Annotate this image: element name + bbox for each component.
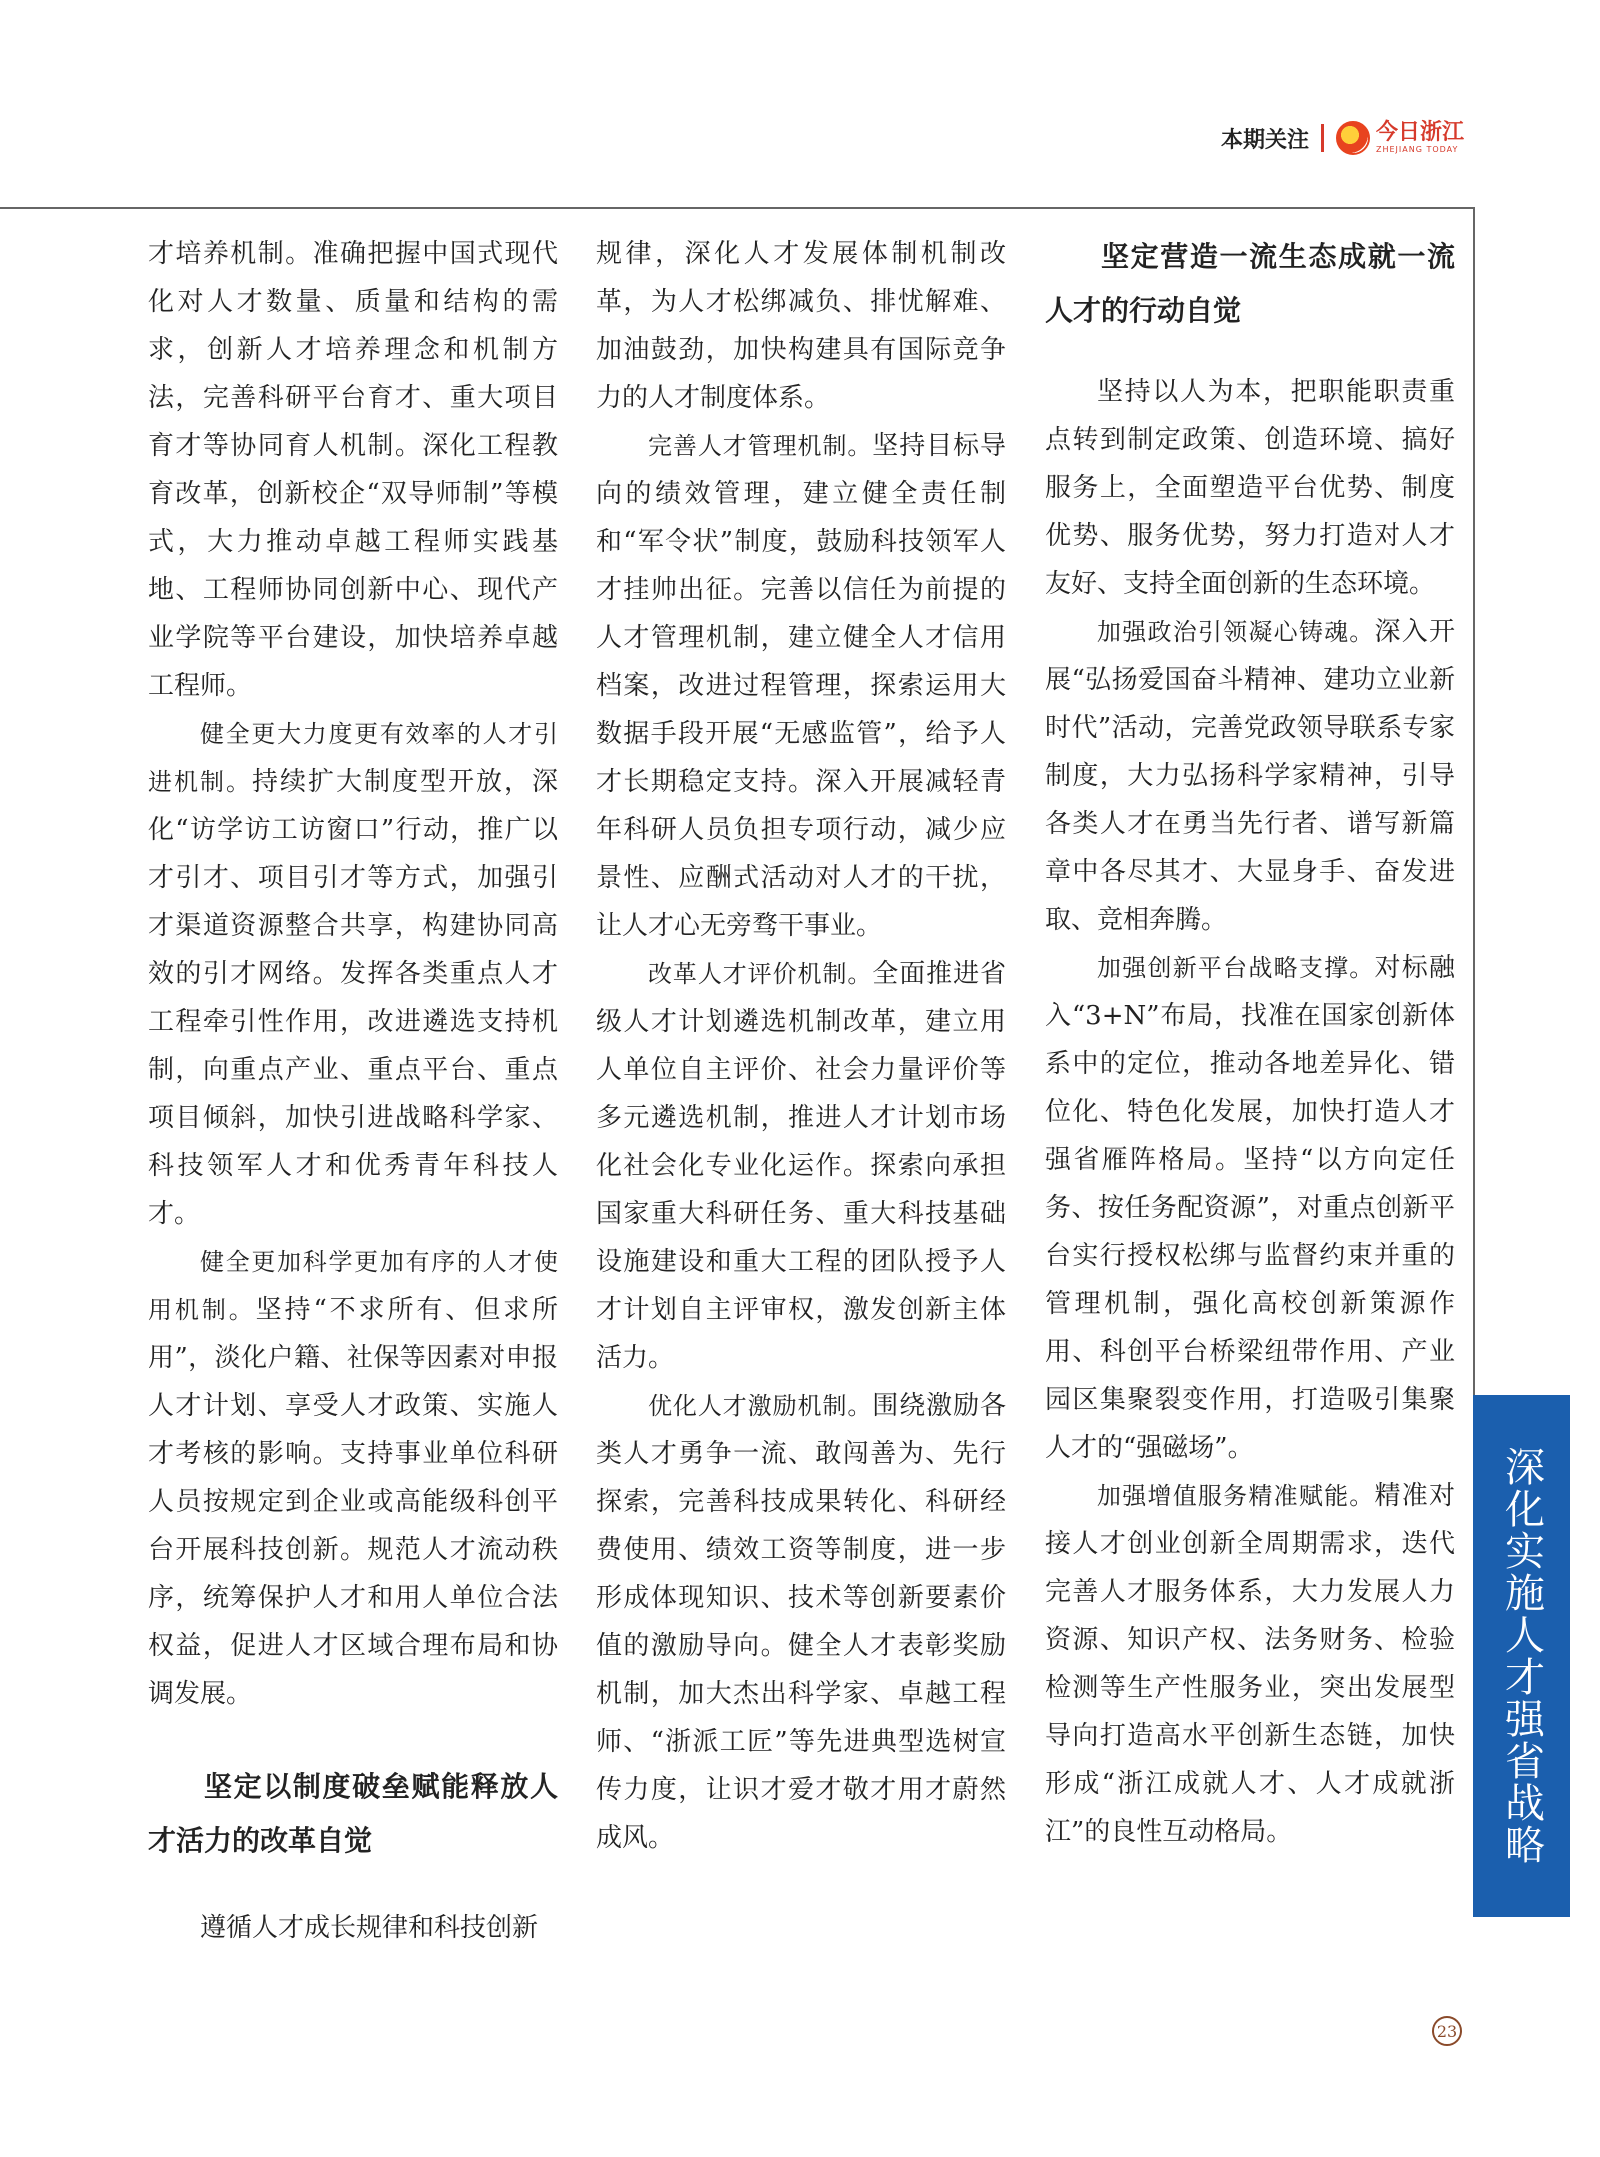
paragraph-keyword: 优化人才激励机制。: [648, 1392, 873, 1420]
paragraph-text: 全面推进省级人才计划遴选机制改革，建立用人单位自主评价、社会力量评价等多元遴选机制，推进人才计划市场化社会化专业化运作。探索向承担国家重大科研任务、重大科技基础设施建设和重大工程的团队授予人才计划自主评审权，激发创新主体活力。: [596, 959, 1006, 1373]
right-divider: [1473, 207, 1475, 1397]
paragraph-keyword: 加强创新平台战略支撑。: [1097, 954, 1375, 982]
text-column-2: [596, 230, 1006, 1862]
paragraph-text: 对标融入“3+N”布局，找准在国家创新体系中的定位，推动各地差异化、错位化、特色化发展，加快打造人才强省雁阵格局。坚持“以方向定任务、按任务配资源”，对重点创新平台实行授权松绑与监督约束并重的管理机制，强化高校创新策源作用、科创平台桥梁纽带作用、产业园区集聚裂变作用，打造吸引集聚人才的“强磁场”。: [1045, 953, 1455, 1463]
header-separator: [1321, 124, 1324, 152]
text-column-1: [148, 230, 558, 1952]
page-number: 23: [1432, 2016, 1462, 2046]
paragraph-text: 坚持“不求所有、但求所用”，淡化户籍、社保等因素对申报人才计划、享受人才政策、实施人才考核的影响。支持事业单位科研人员按规定到企业或高能级科创平台开展科技创新。规范人才流动秩序，统筹保护人才和用人单位合法权益，促进人才区域合理布局和协调发展。: [148, 1295, 559, 1709]
paragraph: [148, 1238, 558, 1718]
paragraph: [148, 710, 558, 1238]
paragraph: 规律，深化人才发展体制机制改革，为人才松绑减负、排忧解难、加油鼓劲，加快构建具有国际竞争力的人才制度体系。: [596, 239, 1006, 413]
paragraph-text: 精准对接人才创业创新全周期需求，迭代完善人才服务体系，大力发展人力资源、知识产权、法务财务、检验检测等生产性服务业，突出发展型导向打造高水平创新生态链，加快形成“浙江成就人才、人才成就浙江”的良性互动格局。: [1045, 1481, 1455, 1847]
paragraph: [596, 950, 1006, 1382]
section-label: 本期关注: [1220, 127, 1309, 153]
paragraph-text: 深入开展“弘扬爱国奋斗精神、建功立业新时代”活动，完善党政领导联系专家制度，大力弘扬科学家精神，引导各类人才在勇当先行者、谱写新篇章中各尽其才、大显身手、奋发进取、竞相奔腾。: [1045, 617, 1455, 935]
brand-name-en: ZHEJIANG TODAY: [1375, 145, 1459, 154]
paragraph-text: 围绕激励各类人才勇争一流、敢闯善为、先行探索，完善科技成果转化、科研经费使用、绩效工资等制度，进一步形成体现知识、技术等创新要素价值的激励导向。健全人才表彰奖励机制，加大杰出科学家、卓越工程师、“浙派工匠”等先进典型选树宣传力度，让识才爱才敬才用才蔚然成风。: [596, 1391, 1006, 1853]
paragraph: 遵循人才成长规律和科技创新: [200, 1913, 539, 1943]
paragraph: [596, 1382, 1006, 1862]
paragraph: [1045, 608, 1455, 944]
paragraph-keyword: 加强增值服务精准赋能。: [1097, 1482, 1375, 1510]
section-heading: 坚定营造一流生态成就一流人才的行动自觉: [1045, 240, 1455, 327]
text-column-3: [1045, 230, 1455, 1856]
paragraph: 才培养机制。准确把握中国式现代化对人才数量、质量和结构的需求，创新人才培养理念和机制方法，完善科研平台育才、重大项目育才等协同育人机制。深化工程教育改革，创新校企“双导师制”等模式，大力推动卓越工程师实践基地、工程师协同创新中心、现代产业学院等平台建设，加快培养卓越工程师。: [148, 239, 558, 701]
paragraph-keyword: 改革人才评价机制。: [648, 960, 873, 988]
brand-name-cn: 今日浙江: [1375, 120, 1464, 145]
sun-logo-icon: [1336, 121, 1370, 155]
paragraph-text: 持续扩大制度型开放，深化“访学访工访窗口”行动，推广以才引才、项目引才等方式，加强引才渠道资源整合共享，构建协同高效的引才网络。发挥各类重点人才工程牵引性作用，改进遴选支持机制，向重点产业、重点平台、重点项目倾斜，加快引进战略科学家、科技领军人才和优秀青年科技人才。: [148, 767, 558, 1229]
paragraph-keyword: 健全更加科学更加有序的人才使用机制。: [148, 1248, 558, 1324]
top-divider: [0, 207, 1475, 209]
paragraph-keyword: 加强政治引领凝心铸魂。: [1097, 618, 1375, 646]
page-header: [1221, 116, 1464, 160]
brand-logo: [1336, 121, 1464, 155]
brand-text: [1376, 122, 1464, 154]
paragraph: [1045, 944, 1455, 1472]
section-heading: 坚定以制度破垒赋能释放人才活力的改革自觉: [148, 1770, 558, 1857]
paragraph: [596, 422, 1006, 950]
side-tab-title: 深化实施人才强省战略: [1498, 1446, 1545, 1866]
paragraph: [1045, 1472, 1455, 1856]
paragraph: 坚持以人为本，把职能职责重点转到制定政策、创造环境、搞好服务上，全面塑造平台优势、制度优势、服务优势，努力打造对人才友好、支持全面创新的生态环境。: [1045, 377, 1455, 599]
paragraph-keyword: 完善人才管理机制。: [648, 432, 873, 460]
side-section-tab: [1473, 1395, 1570, 1917]
paragraph-text: 坚持目标导向的绩效管理，建立健全责任制和“军令状”制度，鼓励科技领军人才挂帅出征。完善以信任为前提的人才管理机制，建立健全人才信用档案，改进过程管理，探索运用大数据手段开展“无感监管”，给予人才长期稳定支持。深入开展减轻青年科研人员负担专项行动，减少应景性、应酬式活动对人才的干扰，让人才心无旁骛干事业。: [596, 431, 1006, 941]
paragraph-keyword: 健全更大力度更有效率的人才引进机制。: [148, 720, 558, 796]
